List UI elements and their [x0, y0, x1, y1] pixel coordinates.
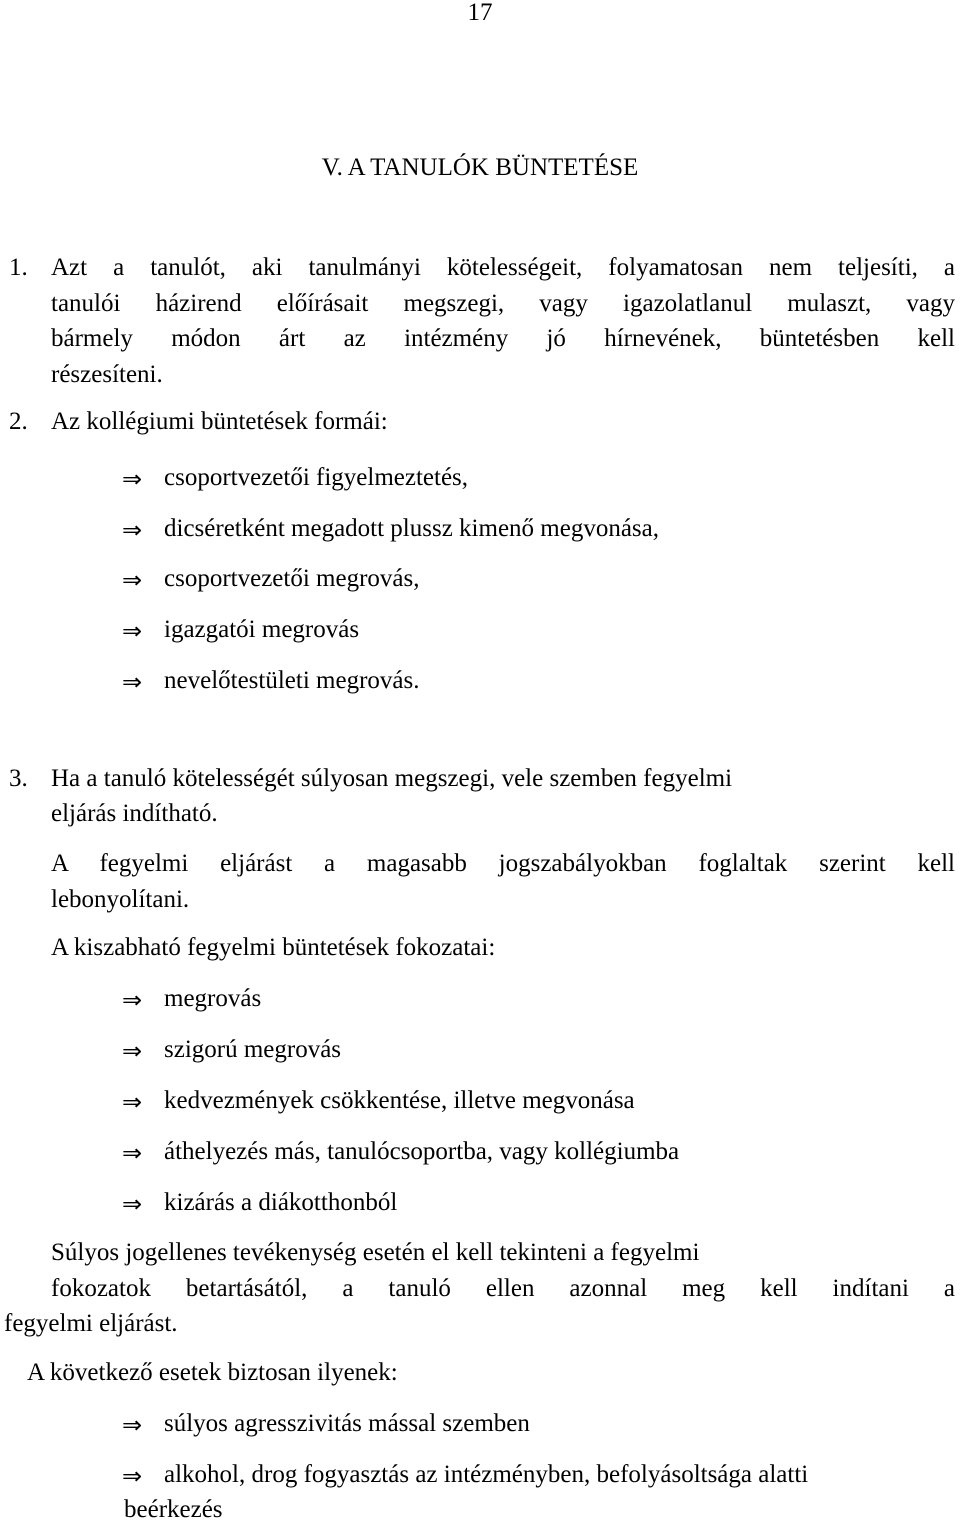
arrow-icon: ⇒ — [122, 1037, 143, 1065]
section-1-line-4: részesíteni. — [51, 361, 163, 388]
section-3-p4-line-3: fegyelmi eljárást. — [4, 1310, 178, 1337]
arrow-icon: ⇒ — [122, 668, 143, 696]
section-3-p4-line-2: fokozatok betartásától, a tanuló ellen azonnal meg kell indítani a — [51, 1275, 955, 1302]
section-2-intro: Az kollégiumi büntetések formái: — [51, 408, 388, 435]
list-item-continuation: beérkezés — [124, 1496, 223, 1523]
section-3-p3-intro: A kiszabható fegyelmi büntetések fokozatai: — [51, 934, 496, 961]
list-item: alkohol, drog fogyasztás az intézményben, befolyásoltsága alatti — [164, 1461, 809, 1488]
list-item: igazgatói megrovás — [164, 616, 360, 643]
list-item: megrovás — [164, 985, 262, 1012]
section-3-p2-line-2: lebonyolítani. — [51, 886, 190, 913]
arrow-icon: ⇒ — [122, 1139, 143, 1167]
section-1-number: 1. — [9, 254, 28, 281]
arrow-icon: ⇒ — [122, 516, 143, 544]
page-number: 17 — [467, 0, 493, 26]
list-item: dicséretként megadott plussz kimenő megvonása, — [164, 515, 660, 542]
section-2-number: 2. — [9, 408, 28, 435]
section-3-p1-line-1: Ha a tanuló kötelességét súlyosan megszegi, vele szemben fegyelmi — [51, 765, 733, 792]
section-3-number: 3. — [9, 765, 28, 792]
arrow-icon: ⇒ — [122, 566, 143, 594]
arrow-icon: ⇒ — [122, 617, 143, 645]
arrow-icon: ⇒ — [122, 1411, 143, 1439]
list-item: kedvezmények csökkentése, illetve megvonása — [164, 1087, 635, 1114]
section-1-line-2: tanulói házirend előírásait megszegi, vagy igazolatlanul mulaszt, vagy — [51, 290, 955, 317]
list-item: súlyos agresszivitás mással szemben — [164, 1410, 530, 1437]
arrow-icon: ⇒ — [122, 1088, 143, 1116]
arrow-icon: ⇒ — [122, 986, 143, 1014]
arrow-icon: ⇒ — [122, 465, 143, 493]
arrow-icon: ⇒ — [122, 1462, 143, 1490]
list-item: nevelőtestületi megrovás. — [164, 667, 420, 694]
list-item: áthelyezés más, tanulócsoportba, vagy kollégiumba — [164, 1138, 680, 1165]
section-3-p4-line-1: Súlyos jogellenes tevékenység esetén el kell tekinteni a fegyelmi — [51, 1239, 700, 1266]
section-3-p5-intro: A következő esetek biztosan ilyenek: — [27, 1359, 398, 1386]
section-1-line-3: bármely módon árt az intézmény jó hírnevének, büntetésben kell — [51, 325, 955, 352]
list-item: szigorú megrovás — [164, 1036, 342, 1063]
list-item: csoportvezetői figyelmeztetés, — [164, 464, 469, 491]
section-heading: V. A TANULÓK BÜNTETÉSE — [321, 154, 639, 181]
arrow-icon: ⇒ — [122, 1190, 143, 1218]
section-3-p2-line-1: A fegyelmi eljárást a magasabb jogszabályokban foglaltak szerint kell — [51, 850, 955, 877]
list-item: kizárás a diákotthonból — [164, 1189, 398, 1216]
section-1-line-1: Azt a tanulót, aki tanulmányi kötelességeit, folyamatosan nem teljesíti, a — [51, 254, 955, 281]
list-item: csoportvezetői megrovás, — [164, 565, 420, 592]
section-3-p1-line-2: eljárás indítható. — [51, 800, 218, 827]
